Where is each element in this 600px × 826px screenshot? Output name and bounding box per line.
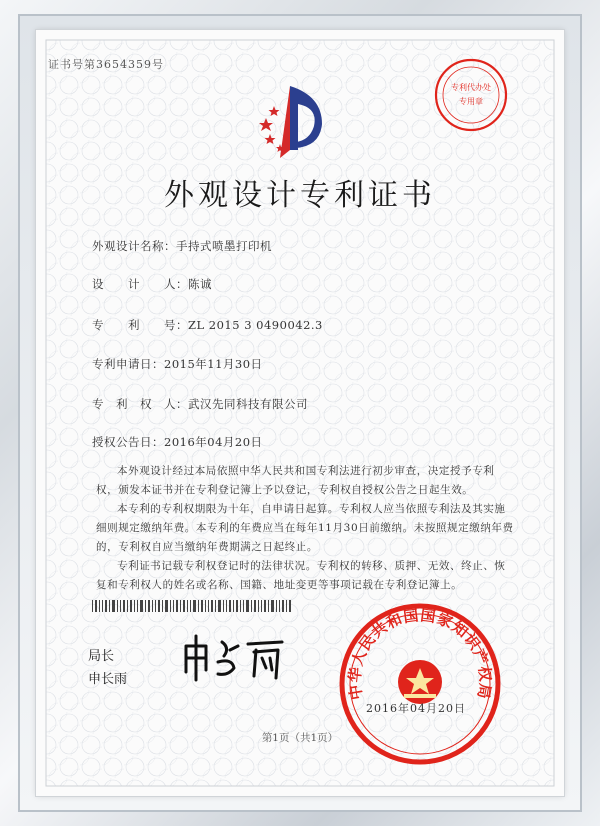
field-application-date: [92, 356, 263, 372]
body-paragraph: 专利证书记载专利权登记时的法律状况。专利权的转移、质押、无效、终止、恢复和专利权人的姓名或名称、国籍、地址变更等事项记载在专利登记簿上。: [96, 560, 506, 591]
field-label: 授权公告日：: [92, 435, 164, 449]
handwritten-signature: [178, 628, 298, 688]
signer-role: 局长: [88, 649, 115, 664]
agency-stamp: [432, 56, 510, 134]
certificate-number: 证书号第3654359号: [48, 58, 164, 71]
field-value: ZL 2015 3 0490042.3: [188, 318, 323, 332]
page-number: 第1页（共1页）: [261, 732, 339, 744]
field-patent-number: [92, 317, 323, 333]
field-label: 专 利 号：: [92, 318, 188, 332]
field-label: 外观设计名称：: [92, 239, 176, 253]
seal-date: 2016年04月20日: [366, 702, 466, 715]
field-value: 陈诚: [188, 277, 212, 291]
body-paragraph: 本外观设计经过本局依照中华人民共和国专利法进行初步审查，决定授予专利权，颁发本证书并在专利登记簿上予以登记，专利权自授权公告之日起生效。: [96, 465, 495, 496]
field-design-name: [92, 238, 272, 254]
signer-name: 申长雨: [88, 672, 128, 687]
field-value: 2016年04月20日: [164, 435, 263, 449]
cnipa-logo-icon: [256, 78, 326, 168]
svg-text:专利代办处: 专利代办处: [451, 83, 491, 92]
field-label: 专利申请日：: [92, 357, 164, 371]
body-paragraph: 本专利的专利权期限为十年，自申请日起算。专利权人应当依照专利法及其实施细则规定缴纳年费。本专利的年费应当在每年11月30日前缴纳。未按照规定缴纳年费的，专利权自应当缴纳年费期满之日起终止。: [96, 503, 514, 553]
field-label: 设 计 人：: [92, 277, 188, 291]
field-grant-date: [92, 434, 263, 450]
field-value: 手持式喷墨打印机: [176, 239, 272, 253]
field-label: 专 利 权 人：: [92, 397, 188, 411]
svg-text:专用章: 专用章: [459, 97, 483, 106]
svg-text:中华人民共和国国家知识产权局: 中华人民共和国国家知识产权局: [345, 606, 495, 702]
field-designer: [92, 276, 212, 292]
field-patentee: [92, 396, 308, 412]
barcode: [92, 600, 292, 612]
certificate-body: [96, 462, 514, 595]
field-value: 2015年11月30日: [164, 357, 263, 371]
certificate-title: 外观设计专利证书: [164, 178, 436, 213]
field-value: 武汉先同科技有限公司: [188, 397, 308, 411]
